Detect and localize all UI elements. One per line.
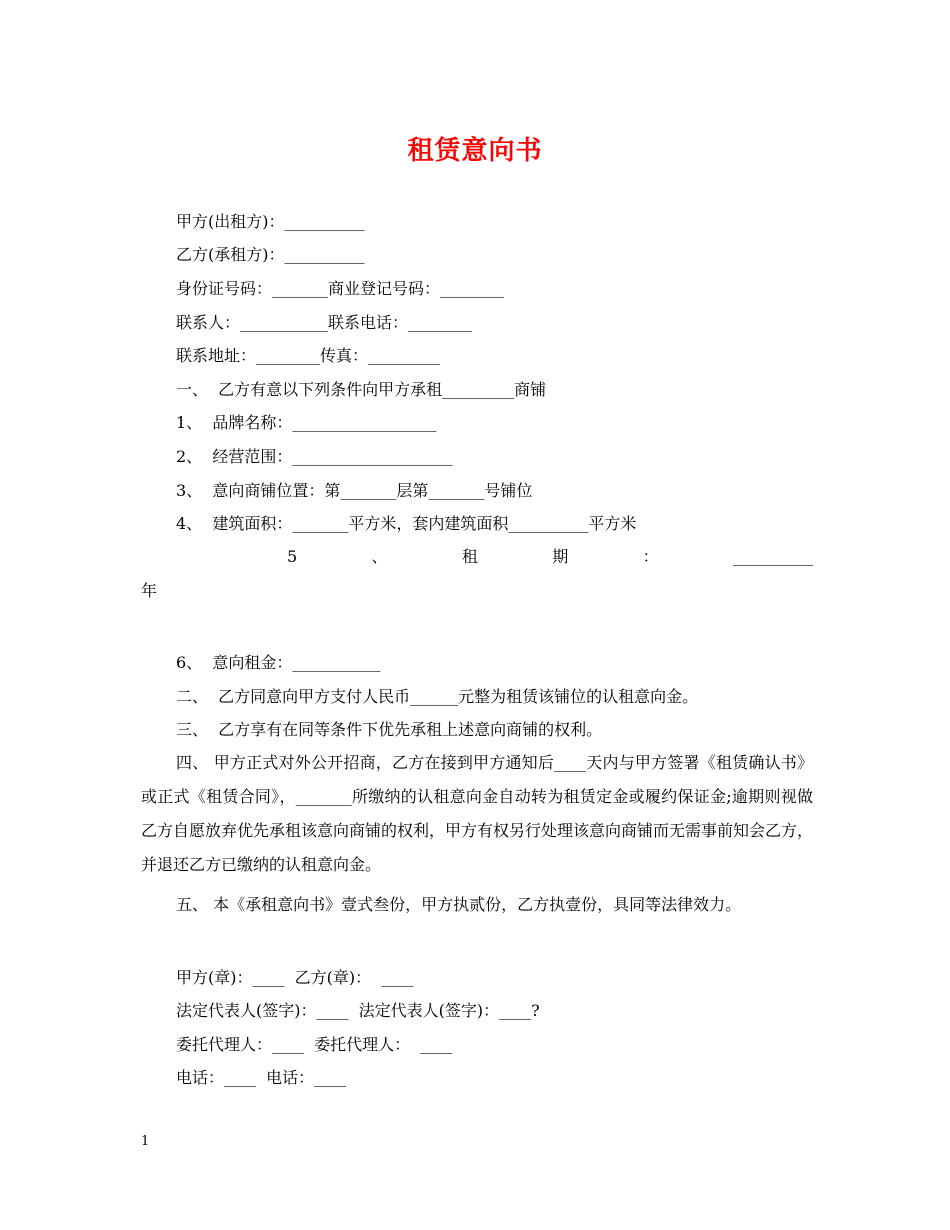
lease-term-part: 、	[371, 547, 388, 566]
lease-term-part: 租	[461, 547, 478, 566]
lease-term-block	[141, 540, 813, 608]
clause-two-line: 二、 乙方同意向甲方支付人民币______元整为租赁该铺位的认租意向金。	[176, 687, 699, 706]
agent-line: 委托代理人：____ 委托代理人： ____	[176, 1035, 453, 1054]
shop-location-line: 3、 意向商铺位置：第_______层第_______号铺位	[176, 481, 533, 500]
lease-term-unit: 年	[141, 581, 158, 600]
clause-three-line: 三、 乙方享有在同等条件下优先承租上述意向商铺的权利。	[176, 720, 603, 739]
contact-line: 联系人：___________联系电话：________	[176, 313, 473, 332]
brand-name-line: 1、 品牌名称：__________________	[176, 413, 437, 432]
lease-term-blank: __________	[732, 547, 813, 566]
id-number-line: 身份证号码：_______商业登记号码：________	[176, 279, 505, 298]
business-scope-line: 2、 经营范围：____________________	[176, 447, 453, 466]
clause-five-paragraph: 五、 本《承租意向书》壹式叁份，甲方执贰份，乙方执壹份，具同等法律效力。	[176, 895, 742, 914]
address-line: 联系地址：________传真：_________	[176, 346, 441, 365]
lease-term-part: ：	[642, 547, 659, 566]
legal-rep-line: 法定代表人(签字)：____ 法定代表人(签字)：____?	[176, 1001, 540, 1020]
intended-rent-line: 6、 意向租金：___________	[176, 653, 381, 672]
clause-four-paragraph: 四、 甲方正式对外公开招商，乙方在接到甲方通知后____天内与甲方签署《租赁确认书》或正式《租赁合同》，_______所缴纳的认租意向金自动转为租赁定金或履约保证金;逾期则视做乙方自愿放弃优先承租该意向商铺的权利，甲方有权另行处理该意向商铺而无需事前知会乙方，并退还乙方已缴纳的认租意向金。	[141, 753, 814, 874]
party-b-line: 乙方(承租方)：__________	[176, 245, 365, 264]
seal-line: 甲方(章)：____ 乙方(章)： ____	[176, 968, 414, 987]
party-a-line: 甲方(出租方)：__________	[176, 212, 365, 231]
lease-term-part: 期	[552, 547, 569, 566]
page-number: 1	[141, 1134, 150, 1149]
building-area-line: 4、 建筑面积：_______平方米，套内建筑面积__________平方米	[176, 514, 637, 533]
document-title: 租赁意向书	[407, 136, 543, 166]
lease-term-part: 5	[287, 547, 298, 566]
phone-line: 电话：____ 电话：____	[176, 1068, 347, 1087]
clause-one-line: 一、 乙方有意以下列条件向甲方承租_________商铺	[176, 380, 547, 399]
